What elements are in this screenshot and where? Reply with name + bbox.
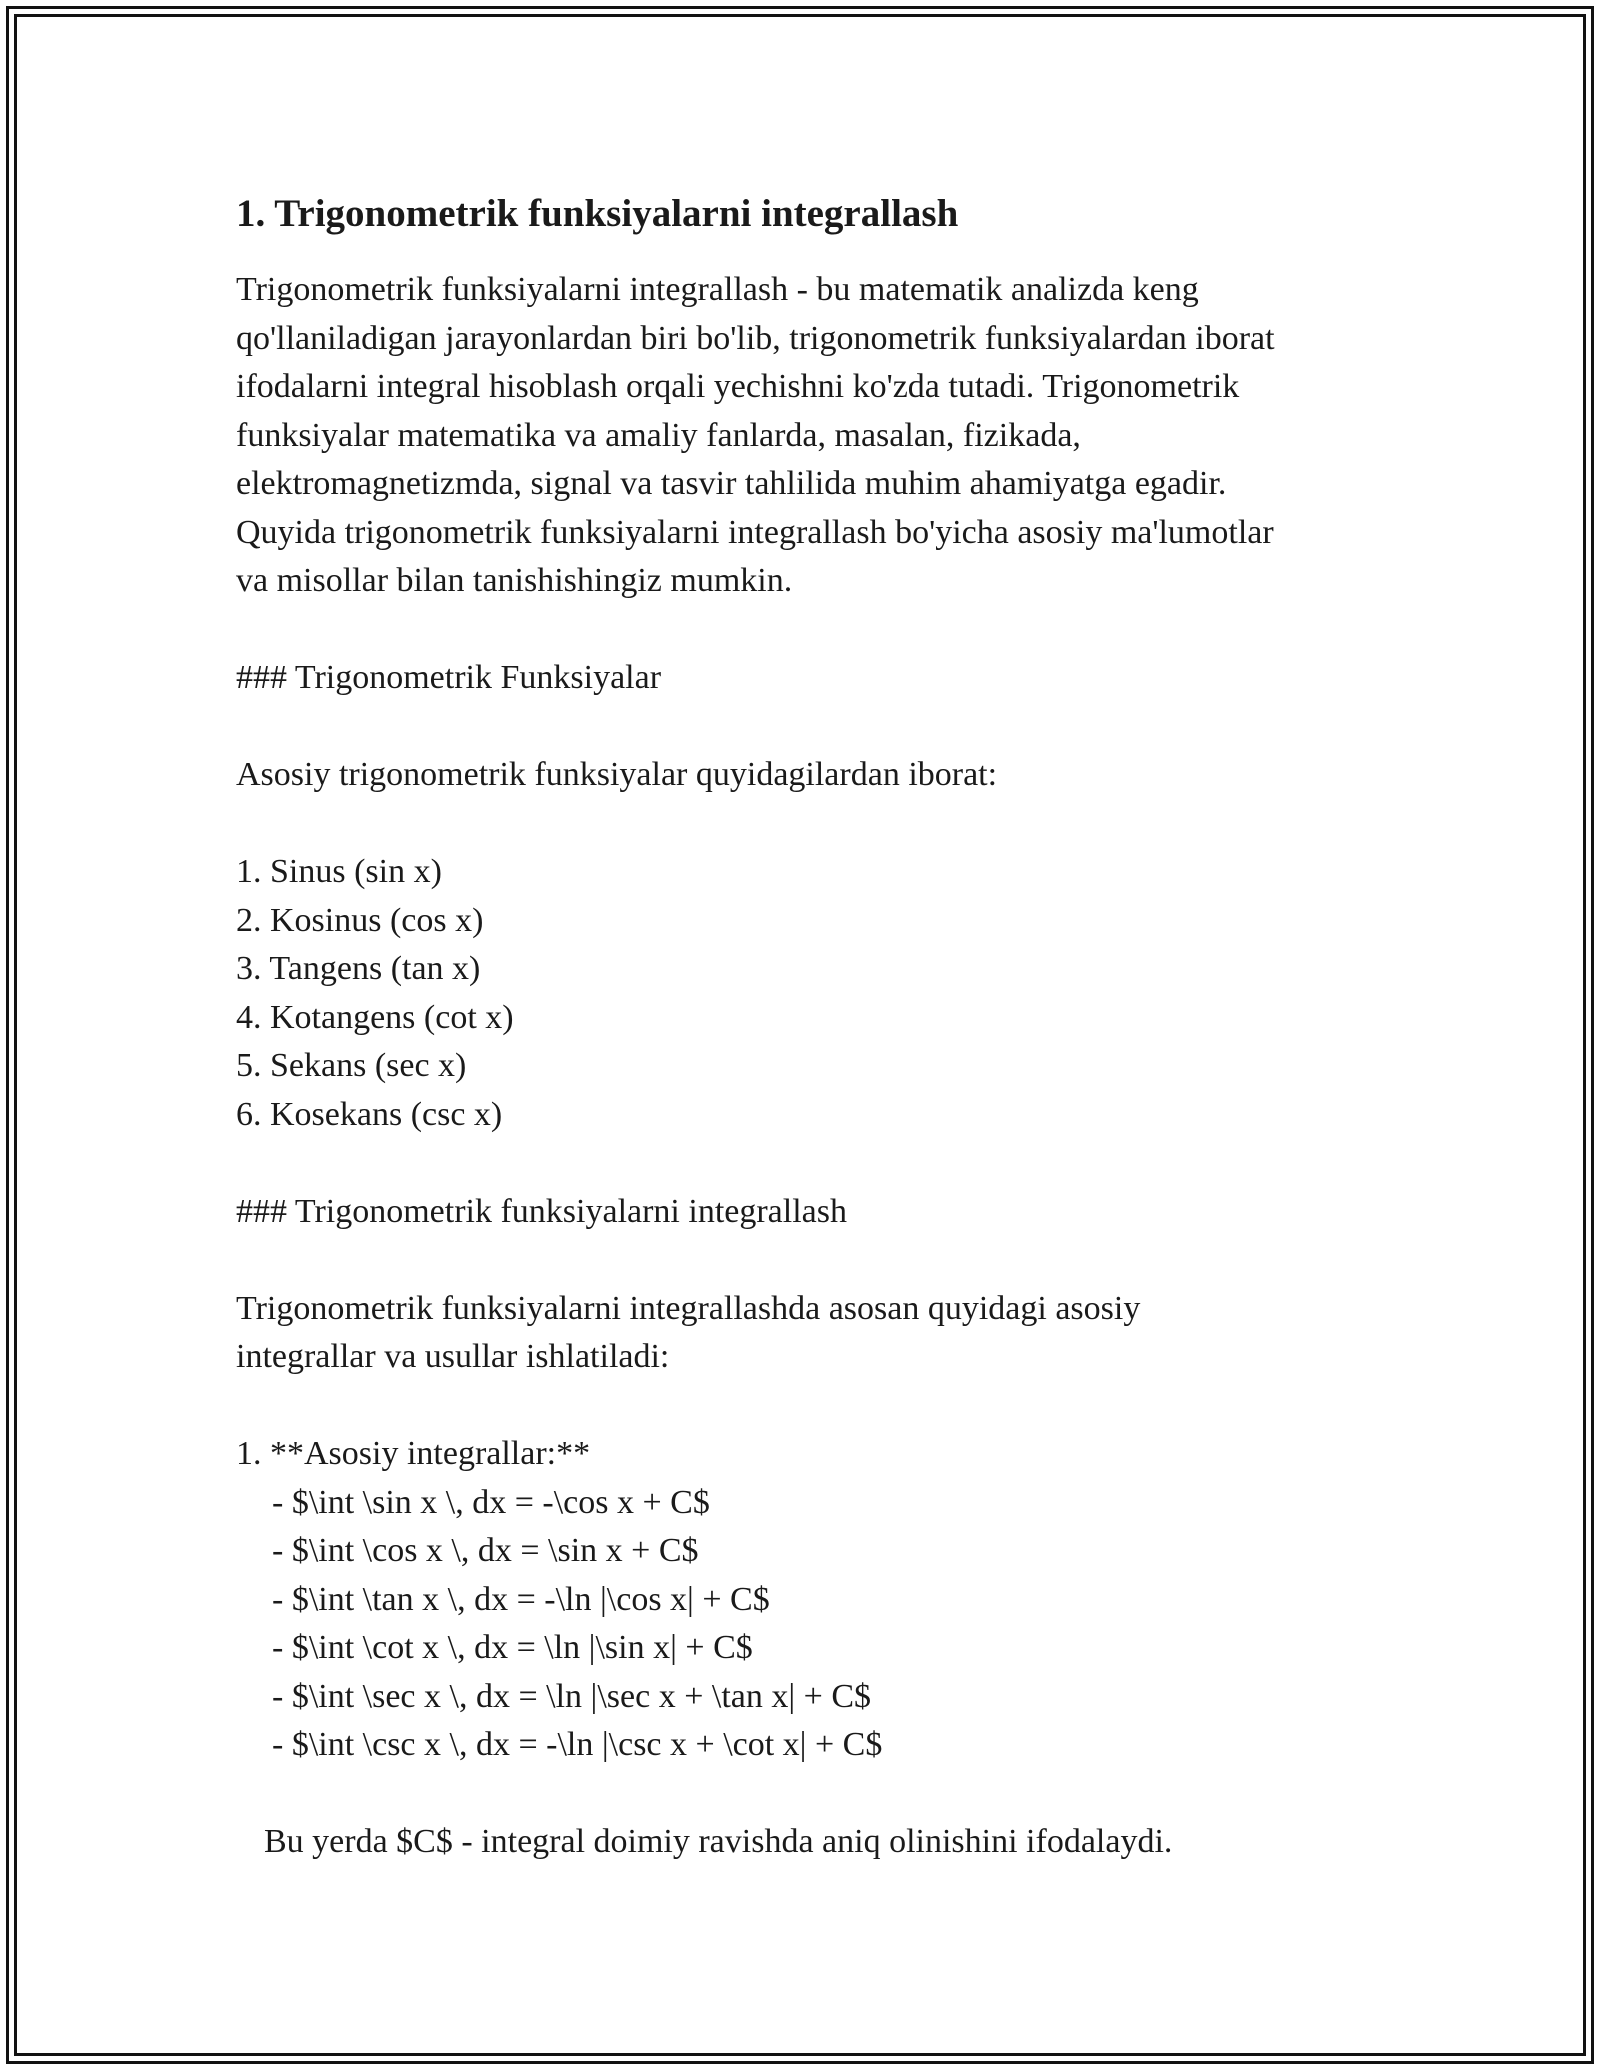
intro-line: elektromagnetizmda, signal va tasvir tahlilida muhim ahamiyatga egadir. [236,465,1227,502]
integration-intro [236,1285,1366,1382]
intro-line: qo'llaniladigan jarayonlardan biri bo'lib, trigonometrik funksiyalardan iborat [236,319,1275,357]
constant-note: Bu yerda $C$ - integral doimiy ravishda aniq olinishini ifodalaydi. [264,1823,1173,1860]
section-heading-functions: ### Trigonometrik Funksiyalar [236,659,662,696]
integration-intro-line: integrallar va usullar ishlatiladi: [236,1338,670,1375]
document-body [236,186,1366,1867]
intro-line: ifodalarni integral hisoblash orqali yechishni ko'zda tutadi. Trigonometrik [236,368,1240,405]
integral-formula: - $\int \tan x \, dx = -\ln |\cos x| + C$ [272,1580,770,1618]
functions-list [236,848,1366,1139]
basic-integrals-heading: 1. **Asosiy integrallar:** [236,1435,591,1472]
list-item: 5. Sekans (sec x) [236,1047,467,1084]
basic-integrals-list [236,1479,1366,1770]
integral-formula: - $\int \cot x \, dx = \ln |\sin x| + C$ [272,1629,753,1666]
integral-formula: - $\int \cos x \, dx = \sin x + C$ [272,1532,699,1569]
section-heading-integration: ### Trigonometrik funksiyalarni integrallash [236,1192,847,1230]
functions-intro: Asosiy trigonometrik funksiyalar quyidagilardan iborat: [236,756,998,793]
list-item: 2. Kosinus (cos x) [236,901,484,939]
list-item: 4. Kotangens (cot x) [236,998,514,1036]
list-item: 3. Tangens (tan x) [236,950,481,987]
intro-paragraph [236,266,1366,606]
integral-formula: - $\int \csc x \, dx = -\ln |\csc x + \cot x| + C$ [272,1726,883,1763]
list-item: 1. Sinus (sin x) [236,853,442,890]
intro-line: funksiyalar matematika va amaliy fanlarda, masalan, fizikada, [236,416,1081,454]
integration-intro-line: Trigonometrik funksiyalarni integrallashda asosan quyidagi asosiy [236,1289,1141,1327]
intro-line: Quyida trigonometrik funksiyalarni integrallash bo'yicha asosiy ma'lumotlar [236,513,1274,551]
list-item: 6. Kosekans (csc x) [236,1095,503,1133]
integral-formula: - $\int \sin x \, dx = -\cos x + C$ [272,1483,710,1521]
intro-line: va misollar bilan tanishishingiz mumkin. [236,562,793,599]
integral-formula: - $\int \sec x \, dx = \ln |\sec x + \tan x| + C$ [272,1677,872,1715]
intro-line: Trigonometrik funksiyalarni integrallash - bu matematik analizda keng [236,271,1199,308]
document-title: 1. Trigonometrik funksiyalarni integrallash [236,192,959,235]
